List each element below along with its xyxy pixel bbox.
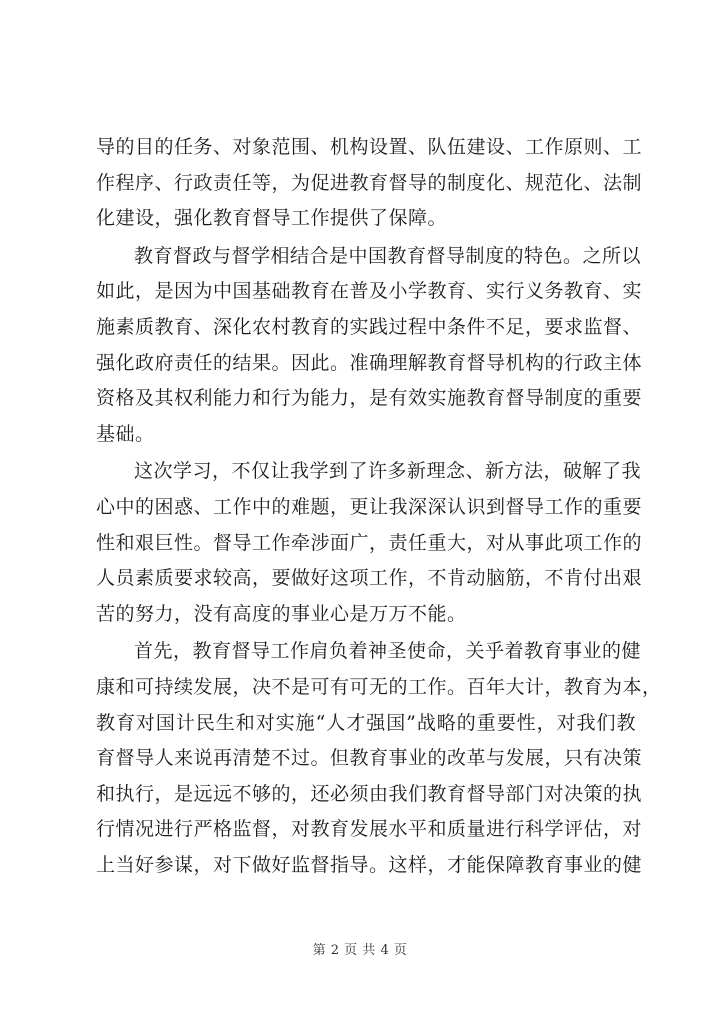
text-line: 资格及其权利能力和行为能力，是有效实施教育督导制度的重要 bbox=[96, 387, 643, 410]
text-line: 首先，教育督导工作肩负着神圣使命，关乎着教育事业的健 bbox=[134, 640, 642, 663]
text-line: 教育对国计民生和对实施“人才强国”战略的重要性，对我们教 bbox=[96, 711, 636, 734]
paragraph bbox=[96, 634, 662, 883]
text-line: 这次学习，不仅让我学到了许多新理念、新方法，破解了我 bbox=[134, 460, 642, 483]
text-line: 施素质教育、深化农村教育的实践过程中条件不足，要求监督、 bbox=[96, 315, 643, 338]
text-line: 导的目的任务、对象范围、机构设置、队伍建设、工作原则、工 bbox=[96, 136, 643, 158]
text-line: 性和艰巨性。督导工作牵涉面广，责任重大，对从事此项工作的 bbox=[96, 531, 643, 554]
text-line: 心中的困惑、工作中的难题，更让我深深认识到督导工作的重要 bbox=[96, 495, 643, 518]
text-line: 育督导人来说再清楚不过。但教育事业的改革与发展，只有决策 bbox=[96, 747, 643, 770]
text-line: 人员素质要求较高，要做好这项工作，不肯动脑筋，不肯付出艰 bbox=[96, 567, 643, 590]
text-line: 行情况进行严格监督，对教育发展水平和质量进行科学评估，对 bbox=[96, 818, 643, 841]
text-line: 强化政府责任的结果。因此。准确理解教育督导机构的行政主体 bbox=[96, 351, 643, 374]
paragraph bbox=[96, 454, 643, 632]
text-line: 作程序、行政责任等，为促进教育督导的制度化、规范化、法制 bbox=[96, 171, 643, 194]
text-line: 基础。 bbox=[96, 422, 155, 445]
text-line: 康和可持续发展，决不是可有可无的工作。百年大计，教育为本， bbox=[96, 675, 662, 698]
text-line: 和执行，是远远不够的，还必须由我们教育督导部门对决策的执 bbox=[96, 782, 643, 805]
text-line: 苦的努力，没有高度的事业心是万万不能。 bbox=[96, 602, 467, 625]
paragraph bbox=[96, 239, 643, 453]
text-line: 如此，是因为中国基础教育在普及小学教育、实行义务教育、实 bbox=[96, 280, 643, 303]
text-line: 上当好参谋，对下做好监督指导。这样，才能保障教育事业的健 bbox=[96, 853, 643, 876]
body-text bbox=[96, 130, 662, 883]
paragraph bbox=[96, 130, 643, 237]
text-line: 化建设，强化教育督导工作提供了保障。 bbox=[96, 207, 448, 230]
text-line: 教育督政与督学相结合是中国教育督导制度的特色。之所以 bbox=[134, 244, 642, 267]
page-number-footer: 第 2 页 共 4 页 bbox=[312, 943, 408, 958]
